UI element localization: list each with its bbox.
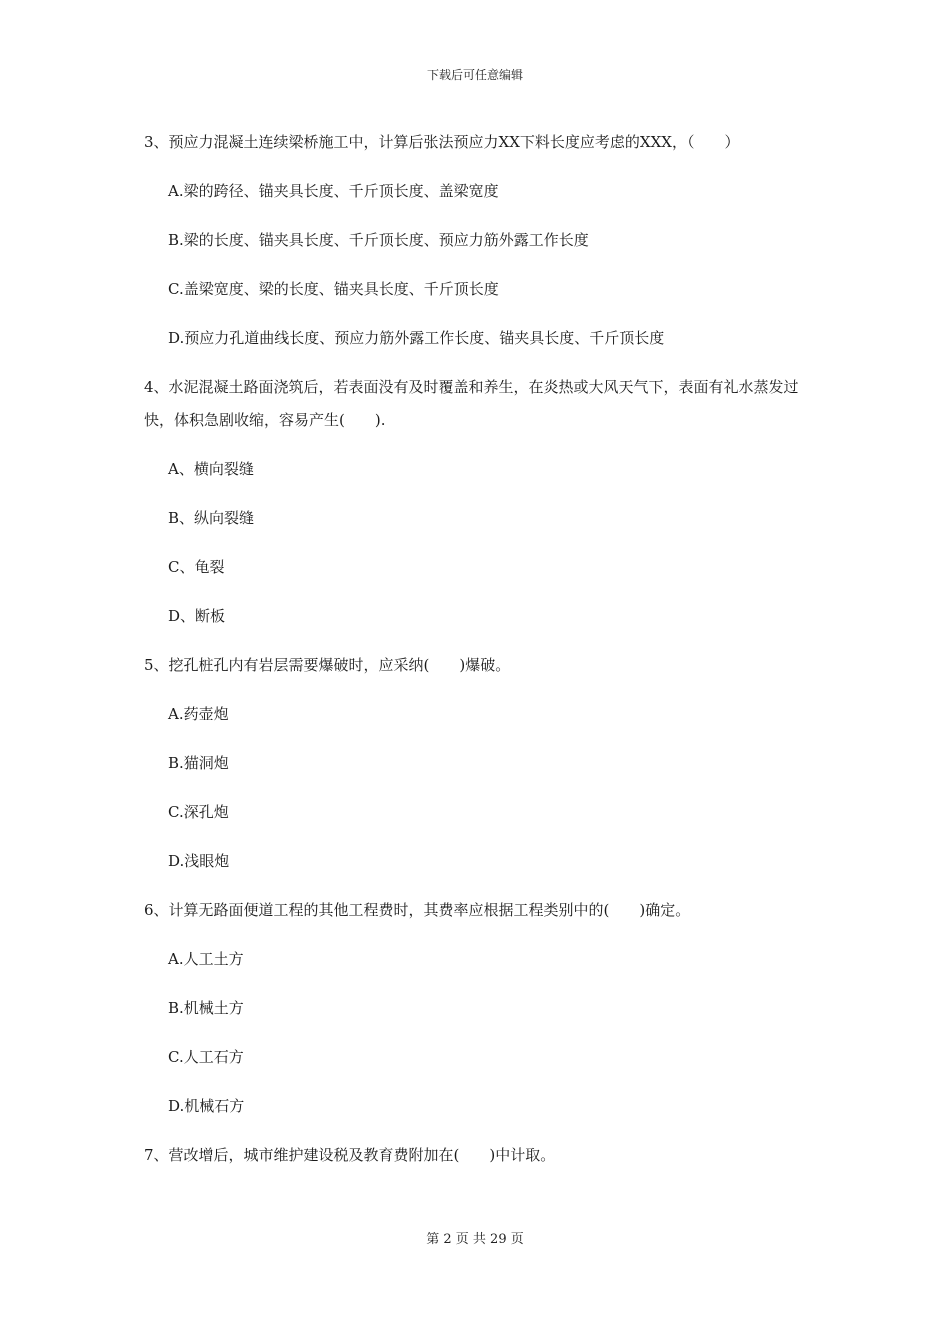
option-b: B、纵向裂缝 [168,509,255,527]
question-6 [144,894,824,1123]
question-stem: 5、挖孔桩孔内有岩层需要爆破时，应采纳( )爆破。 [144,656,511,674]
option-a: A.梁的跨径、锚夹具长度、千斤顶长度、盖梁宽度 [168,182,499,200]
question-4 [144,371,824,633]
option-a: A.药壶炮 [168,705,229,723]
page-footer: 第 2 页 共 29 页 [426,1232,524,1247]
option-d: D、断板 [168,607,226,625]
option-c: C.深孔炮 [168,803,229,821]
question-list [144,126,824,1188]
option-b: B.梁的长度、锚夹具长度、千斤顶长度、预应力筋外露工作长度 [168,231,589,249]
option-d: D.预应力孔道曲线长度、预应力筋外露工作长度、锚夹具长度、千斤顶长度 [168,329,665,347]
question-5 [144,649,824,878]
option-c: C、龟裂 [168,558,225,576]
option-a: A.人工土方 [168,950,244,968]
page-header: 下载后可任意编辑 [426,68,523,82]
option-a: A、横向裂缝 [168,460,254,478]
question-stem: 4、水泥混凝土路面浇筑后，若表面没有及时覆盖和养生，在炎热或大风天气下，表面有礼水蒸发过快，体积急剧收缩，容易产生( ). [144,378,799,429]
option-d: D.机械石方 [168,1097,245,1115]
question-3 [144,126,824,355]
option-c: C.盖梁宽度、梁的长度、锚夹具长度、千斤顶长度 [168,280,499,298]
option-b: B.机械土方 [168,999,244,1017]
question-stem: 7、营改增后，城市维护建设税及教育费附加在( )中计取。 [144,1146,556,1164]
question-7 [144,1139,824,1172]
option-b: B.猫洞炮 [168,754,229,772]
option-c: C.人工石方 [168,1048,244,1066]
question-stem: 6、计算无路面便道工程的其他工程费时，其费率应根据工程类别中的( )确定。 [144,901,691,919]
option-d: D.浅眼炮 [168,852,230,870]
question-stem: 3、预应力混凝土连续梁桥施工中，计算后张法预应力XX下料长度应考虑的XXX，（ ） [144,133,740,151]
